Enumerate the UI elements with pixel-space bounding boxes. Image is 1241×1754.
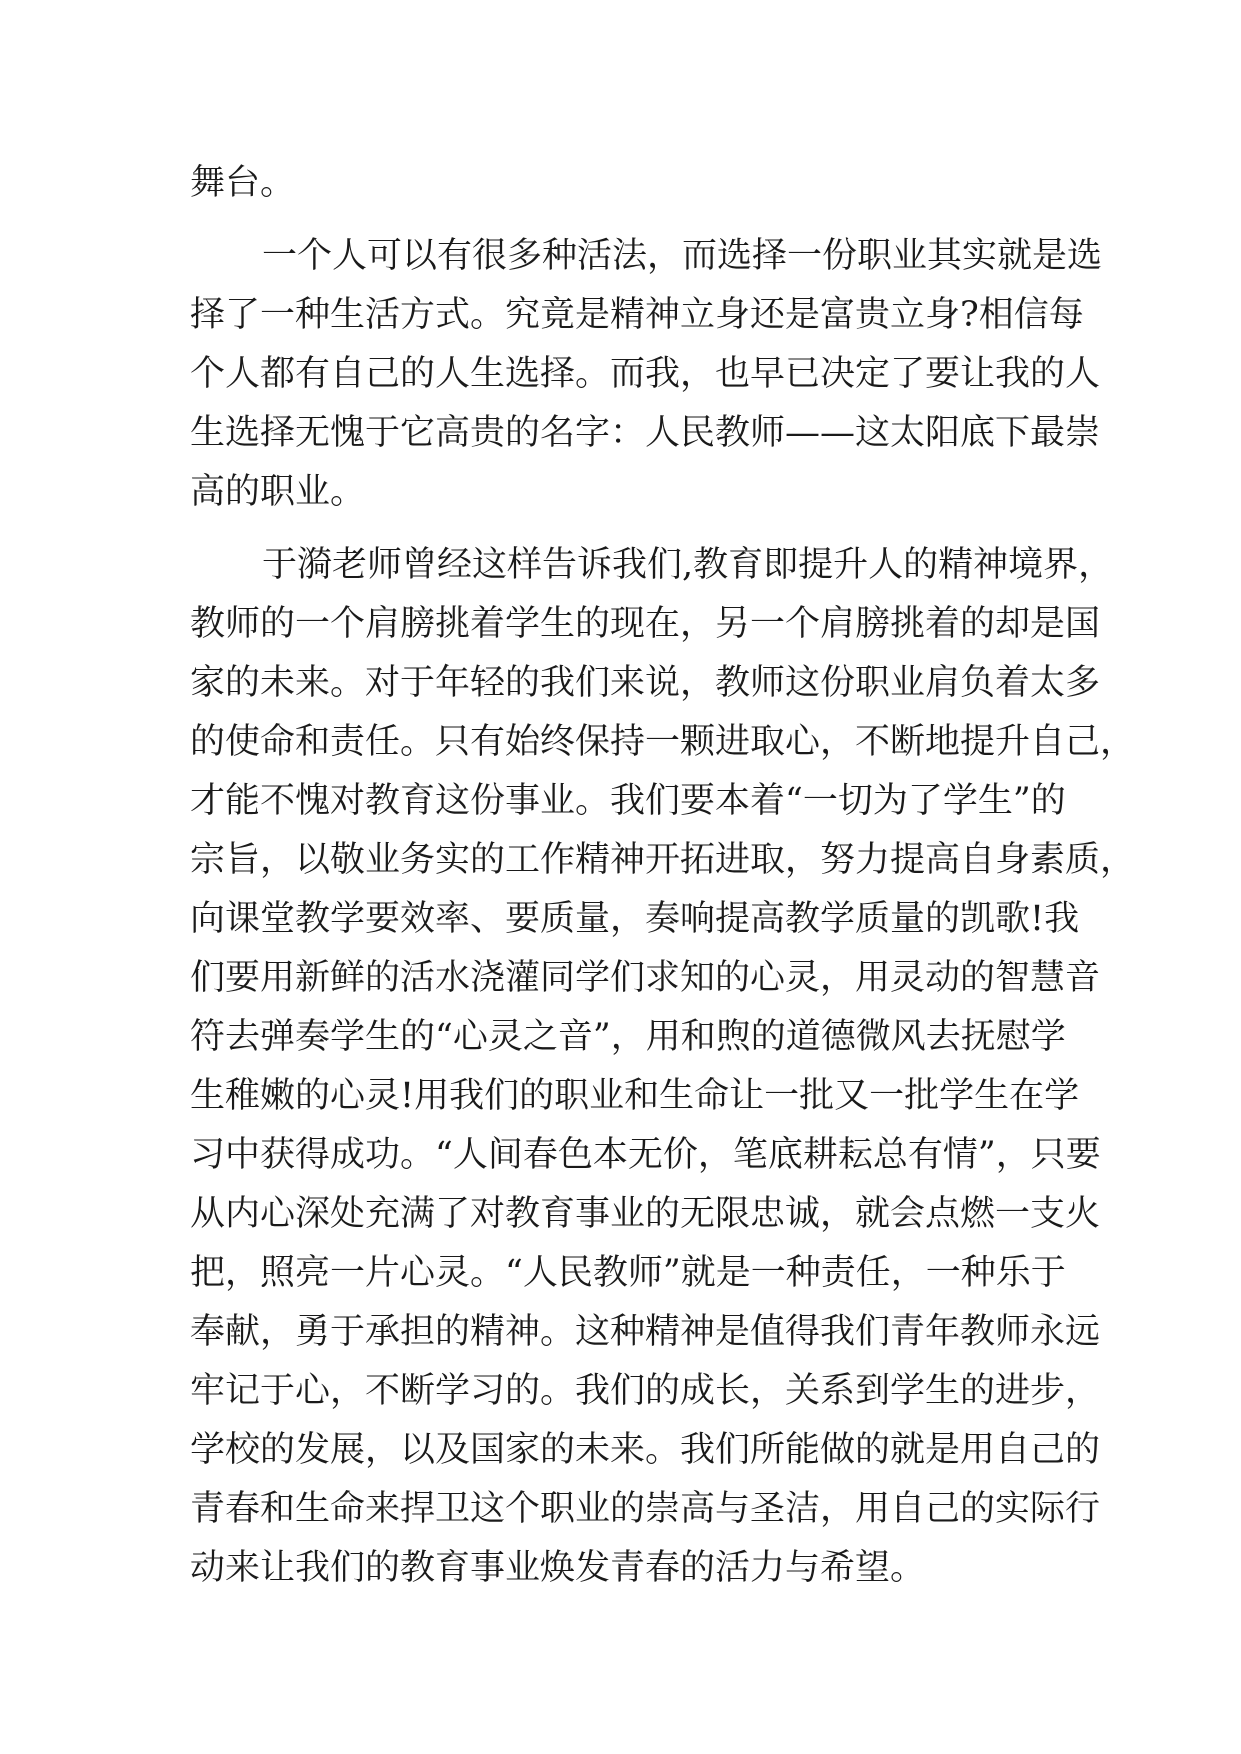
- text-line: 向课堂教学要效率、要质量，奏响提高教学质量的凯歌!我: [190, 899, 1080, 939]
- text-line: 学校的发展，以及国家的未来。我们所能做的就是用自己的: [190, 1430, 1101, 1470]
- paragraph: [190, 154, 1052, 213]
- text-line: 的使命和责任。只有始终保持一颗进取心，不断地提升自己，: [190, 722, 1136, 762]
- text-line: 于漪老师曾经这样告诉我们,教育即提升人的精神境界，: [262, 545, 1114, 585]
- text-line: 高的职业。: [190, 472, 366, 512]
- text-line: 一个人可以有很多种活法，而选择一份职业其实就是选: [262, 236, 1103, 276]
- text-line: 习中获得成功。“人间春色本无价，笔底耕耘总有情”，只要: [190, 1135, 1101, 1175]
- text-line: 符去弹奏学生的“心灵之音”，用和煦的道德微风去抚慰学: [190, 1017, 1066, 1057]
- text-line: 动来让我们的教育事业焕发青春的活力与希望。: [190, 1548, 926, 1588]
- text-line: 才能不愧对教育这份事业。我们要本着“一切为了学生”的: [190, 781, 1066, 821]
- text-line: 牢记于心，不断学习的。我们的成长，关系到学生的进步，: [190, 1371, 1101, 1411]
- paragraph: [190, 536, 1136, 1598]
- paragraph-gap: [190, 522, 1052, 536]
- text-line: 奉献，勇于承担的精神。这种精神是值得我们青年教师永远: [190, 1312, 1101, 1352]
- paragraph-gap: [190, 213, 1052, 227]
- text-line: 们要用新鲜的活水浇灌同学们求知的心灵，用灵动的智慧音: [190, 958, 1101, 998]
- text-line: 生选择无愧于它高贵的名字：人民教师——这太阳底下最崇: [190, 413, 1101, 453]
- paragraph: [190, 227, 1103, 522]
- text-line: 从内心深处充满了对教育事业的无限忠诚，就会点燃一支火: [190, 1194, 1101, 1234]
- text-line: 把，照亮一片心灵。“人民教师”就是一种责任，一种乐于: [190, 1253, 1066, 1293]
- text-line: 宗旨，以敬业务实的工作精神开拓进取，努力提高自身素质，: [190, 840, 1136, 880]
- text-line: 家的未来。对于年轻的我们来说，教师这份职业肩负着太多: [190, 663, 1101, 703]
- text-line: 个人都有自己的人生选择。而我，也早已决定了要让我的人: [190, 354, 1101, 394]
- text-line: 舞台。: [190, 163, 296, 203]
- text-line: 生稚嫩的心灵!用我们的职业和生命让一批又一批学生在学: [190, 1076, 1080, 1116]
- text-line: 青春和生命来捍卫这个职业的崇高与圣洁，用自己的实际行: [190, 1489, 1101, 1529]
- text-line: 教师的一个肩膀挑着学生的现在，另一个肩膀挑着的却是国: [190, 604, 1101, 644]
- body-text: [190, 154, 1136, 1598]
- text-line: 择了一种生活方式。究竟是精神立身还是富贵立身?相信每: [190, 295, 1084, 335]
